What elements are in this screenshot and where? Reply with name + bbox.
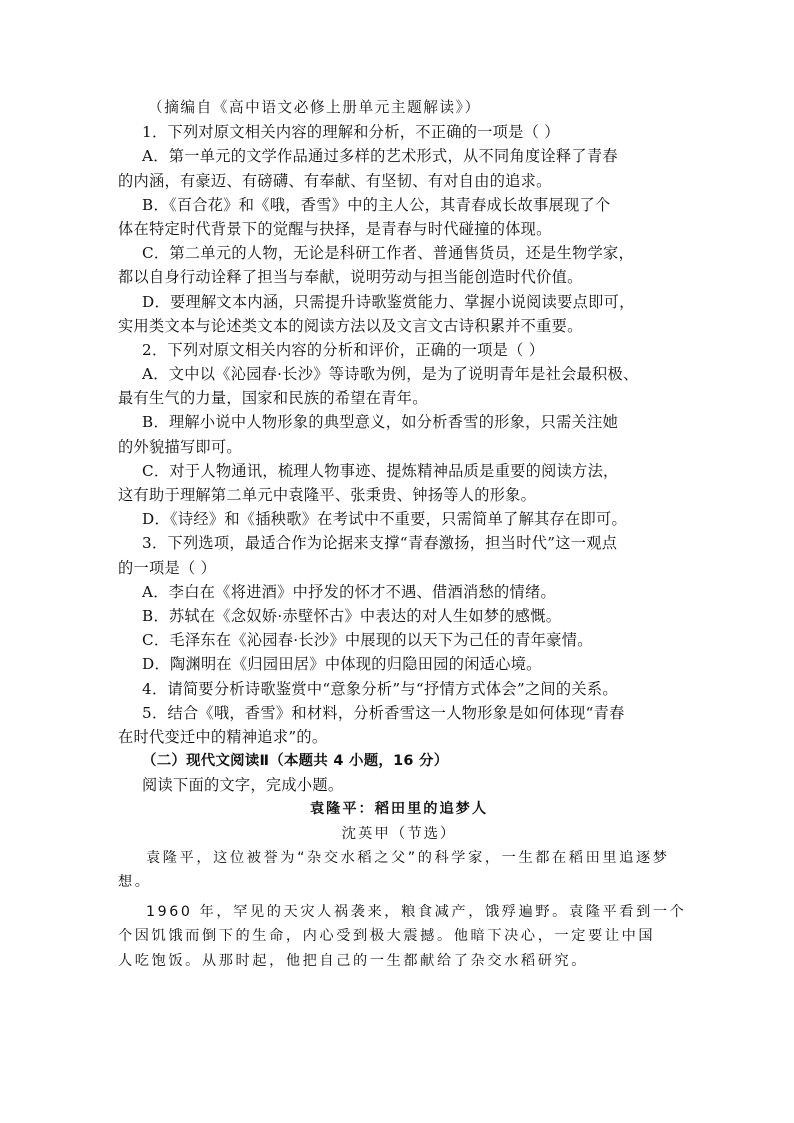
article-paragraph-1-cont: 想。 bbox=[118, 874, 152, 890]
question-3-option-d: D．陶渊明在《归园田居》中体现的归隐田园的闲适心境。 bbox=[142, 655, 542, 674]
question-1-stem: 1．下列对原文相关内容的理解和分析，不正确的一项是（ ） bbox=[142, 123, 560, 142]
question-3-stem: 3．下列选项，最适合作为论据来支撑“青春激扬，担当时代”这一观点 bbox=[142, 534, 618, 553]
question-5: 5．结合《哦，香雪》和材料，分析香雪这一人物形象是如何体现“青春 bbox=[142, 703, 625, 722]
question-2-option-c: C．对于人物通讯，梳理人物事迹、提炼精神品质是重要的阅读方法， bbox=[142, 461, 619, 480]
question-1-option-a: A．第一单元的文学作品通过多样的艺术形式，从不同角度诠释了青春 bbox=[142, 147, 618, 166]
question-2-option-a-cont: 最有生气的力量，国家和民族的希望在青年。 bbox=[118, 389, 428, 408]
question-2-stem: 2．下列对原文相关内容的分析和评价，正确的一项是（ ） bbox=[142, 340, 545, 359]
question-3-option-b: B．苏轼在《念奴娇·赤壁怀古》中表达的对人生如梦的感慨。 bbox=[142, 606, 562, 625]
question-1-option-a-cont: 的内涵，有豪迈、有磅礴、有奉献、有坚韧、有对自由的追求。 bbox=[118, 171, 552, 190]
question-4: 4．请简要分析诗歌鉴赏中“意象分析”与“抒情方式体会”之间的关系。 bbox=[142, 679, 618, 698]
question-3-option-c: C．毛泽东在《沁园春·长沙》中展现的以天下为己任的青年豪情。 bbox=[142, 631, 593, 650]
question-3-option-a: A．李白在《将进酒》中抒发的怀才不遇、借酒消愁的情绪。 bbox=[142, 582, 556, 601]
article-paragraph-2-cont-2: 人吃饱饭。从那时起，他把自己的一生都献给了杂交水稻研究。 bbox=[118, 952, 589, 969]
article-title: 袁隆平：稻田里的追梦人 bbox=[309, 801, 489, 818]
article-paragraph-2-cont: 个因饥饿而倒下的生命，内心受到极大震撼。他暗下决心，一定要让中国 bbox=[118, 928, 656, 945]
article-paragraph-2: 1960 年，罕见的天灾人祸袭来，粮食减产，饿殍遍野。袁隆平看到一个 bbox=[146, 904, 687, 921]
question-5-cont: 在时代变迁中的精神追求”的。 bbox=[118, 727, 328, 746]
section-2-heading: （二）现代文阅读Ⅱ（本题共 4 小题，16 分） bbox=[142, 753, 449, 770]
article-author: 沈英甲（节选） bbox=[341, 825, 457, 842]
question-2-option-d: D．《诗经》和《插秧歌》在考试中不重要，只需简单了解其存在即可。 bbox=[142, 510, 627, 529]
question-1-option-b: B．《百合花》和《哦，香雪》中的主人公，其青春成长故事展现了个 bbox=[142, 195, 611, 214]
question-2-option-c-cont: 这有助于理解第二单元中袁隆平、张秉贵、钟扬等人的形象。 bbox=[118, 486, 537, 504]
document-content bbox=[118, 96, 687, 973]
question-2-option-b: B．理解小说中人物形象的典型意义，如分析香雪的形象，只需关注她 bbox=[142, 413, 619, 432]
question-1-option-d-cont: 实用类文本与论述类文本的阅读方法以及文言文古诗积累并不重要。 bbox=[118, 316, 583, 335]
question-3-stem-cont: 的一项是（ ） bbox=[118, 558, 217, 577]
section-2-instruction: 阅读下面的文字，完成小题。 bbox=[142, 776, 344, 795]
source-note: （摘编自《高中语文必修上册单元主题解读》） bbox=[148, 99, 481, 116]
question-1-option-c: C．第二单元的人物，无论是科研工作者、普通售货员，还是生物学家， bbox=[142, 244, 635, 263]
question-2-option-a: A．文中以《沁园春·长沙》等诗歌为例，是为了说明青年是社会最积极、 bbox=[142, 365, 639, 384]
question-2-option-b-cont: 的外貌描写即可。 bbox=[118, 437, 242, 456]
question-1-option-d: D．要理解文本内涵，只需提升诗歌鉴赏能力、掌握小说阅读要点即可， bbox=[142, 292, 635, 311]
question-1-option-c-cont: 都以自身行动诠释了担当与奉献，说明劳动与担当能创造时代价值。 bbox=[118, 268, 583, 287]
question-1-option-b-cont: 体在特定时代背景下的觉醒与抉择，是青春与时代碰撞的体现。 bbox=[118, 219, 552, 238]
article-paragraph-1: 袁隆平，这位被誉为“杂交水稻之父”的科学家，一生都在稻田里追逐梦 bbox=[146, 849, 670, 866]
